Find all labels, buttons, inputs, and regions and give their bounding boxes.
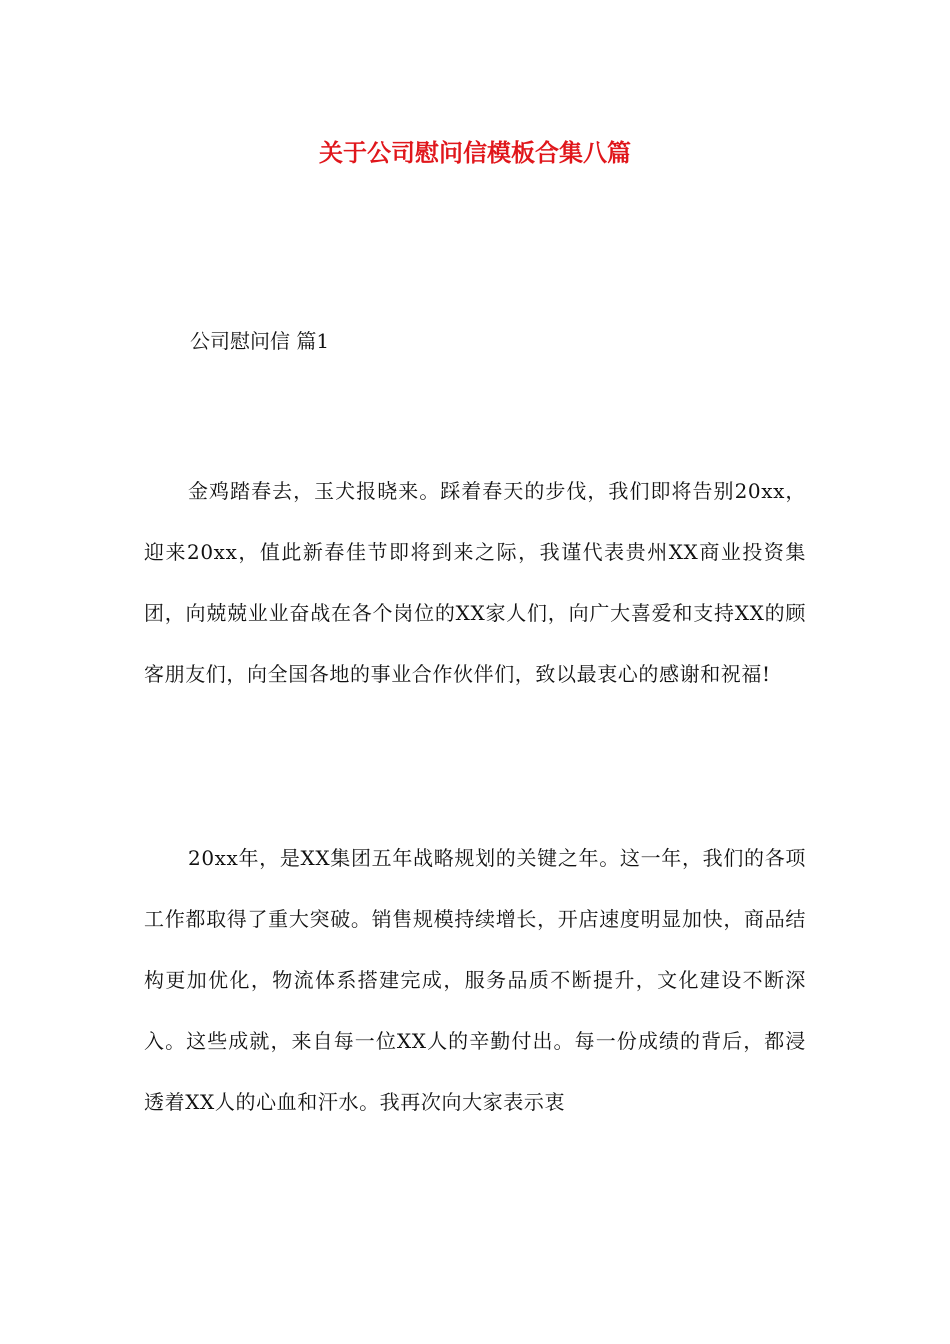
body-paragraph: 20xx年，是XX集团五年战略规划的关键之年。这一年，我们的各项工作都取得了重大突破。销售规模持续增长，开店速度明显加快，商品结构更加优化，物流体系搭建完成，服务品质不断提升，文化建设不断深入。这些成就，来自每一位XX人的辛勤付出。每一份成绩的背后，都浸透着XX人的心血和汗水。我再次向大家表示衷 <box>144 846 806 1114</box>
section-heading: 公司慰问信 篇1 <box>190 329 330 353</box>
document-title: 关于公司慰问信模板合集八篇 <box>319 139 631 167</box>
body-paragraph: 金鸡踏春去，玉犬报晓来。踩着春天的步伐，我们即将告别20xx，迎来20xx，值此新春佳节即将到来之际，我谨代表贵州XX商业投资集团，向兢兢业业奋战在各个岗位的XX家人们，向广大喜爱和支持XX的顾客朋友们，向全国各地的事业合作伙伴们，致以最衷心的感谢和祝福! <box>144 479 806 686</box>
